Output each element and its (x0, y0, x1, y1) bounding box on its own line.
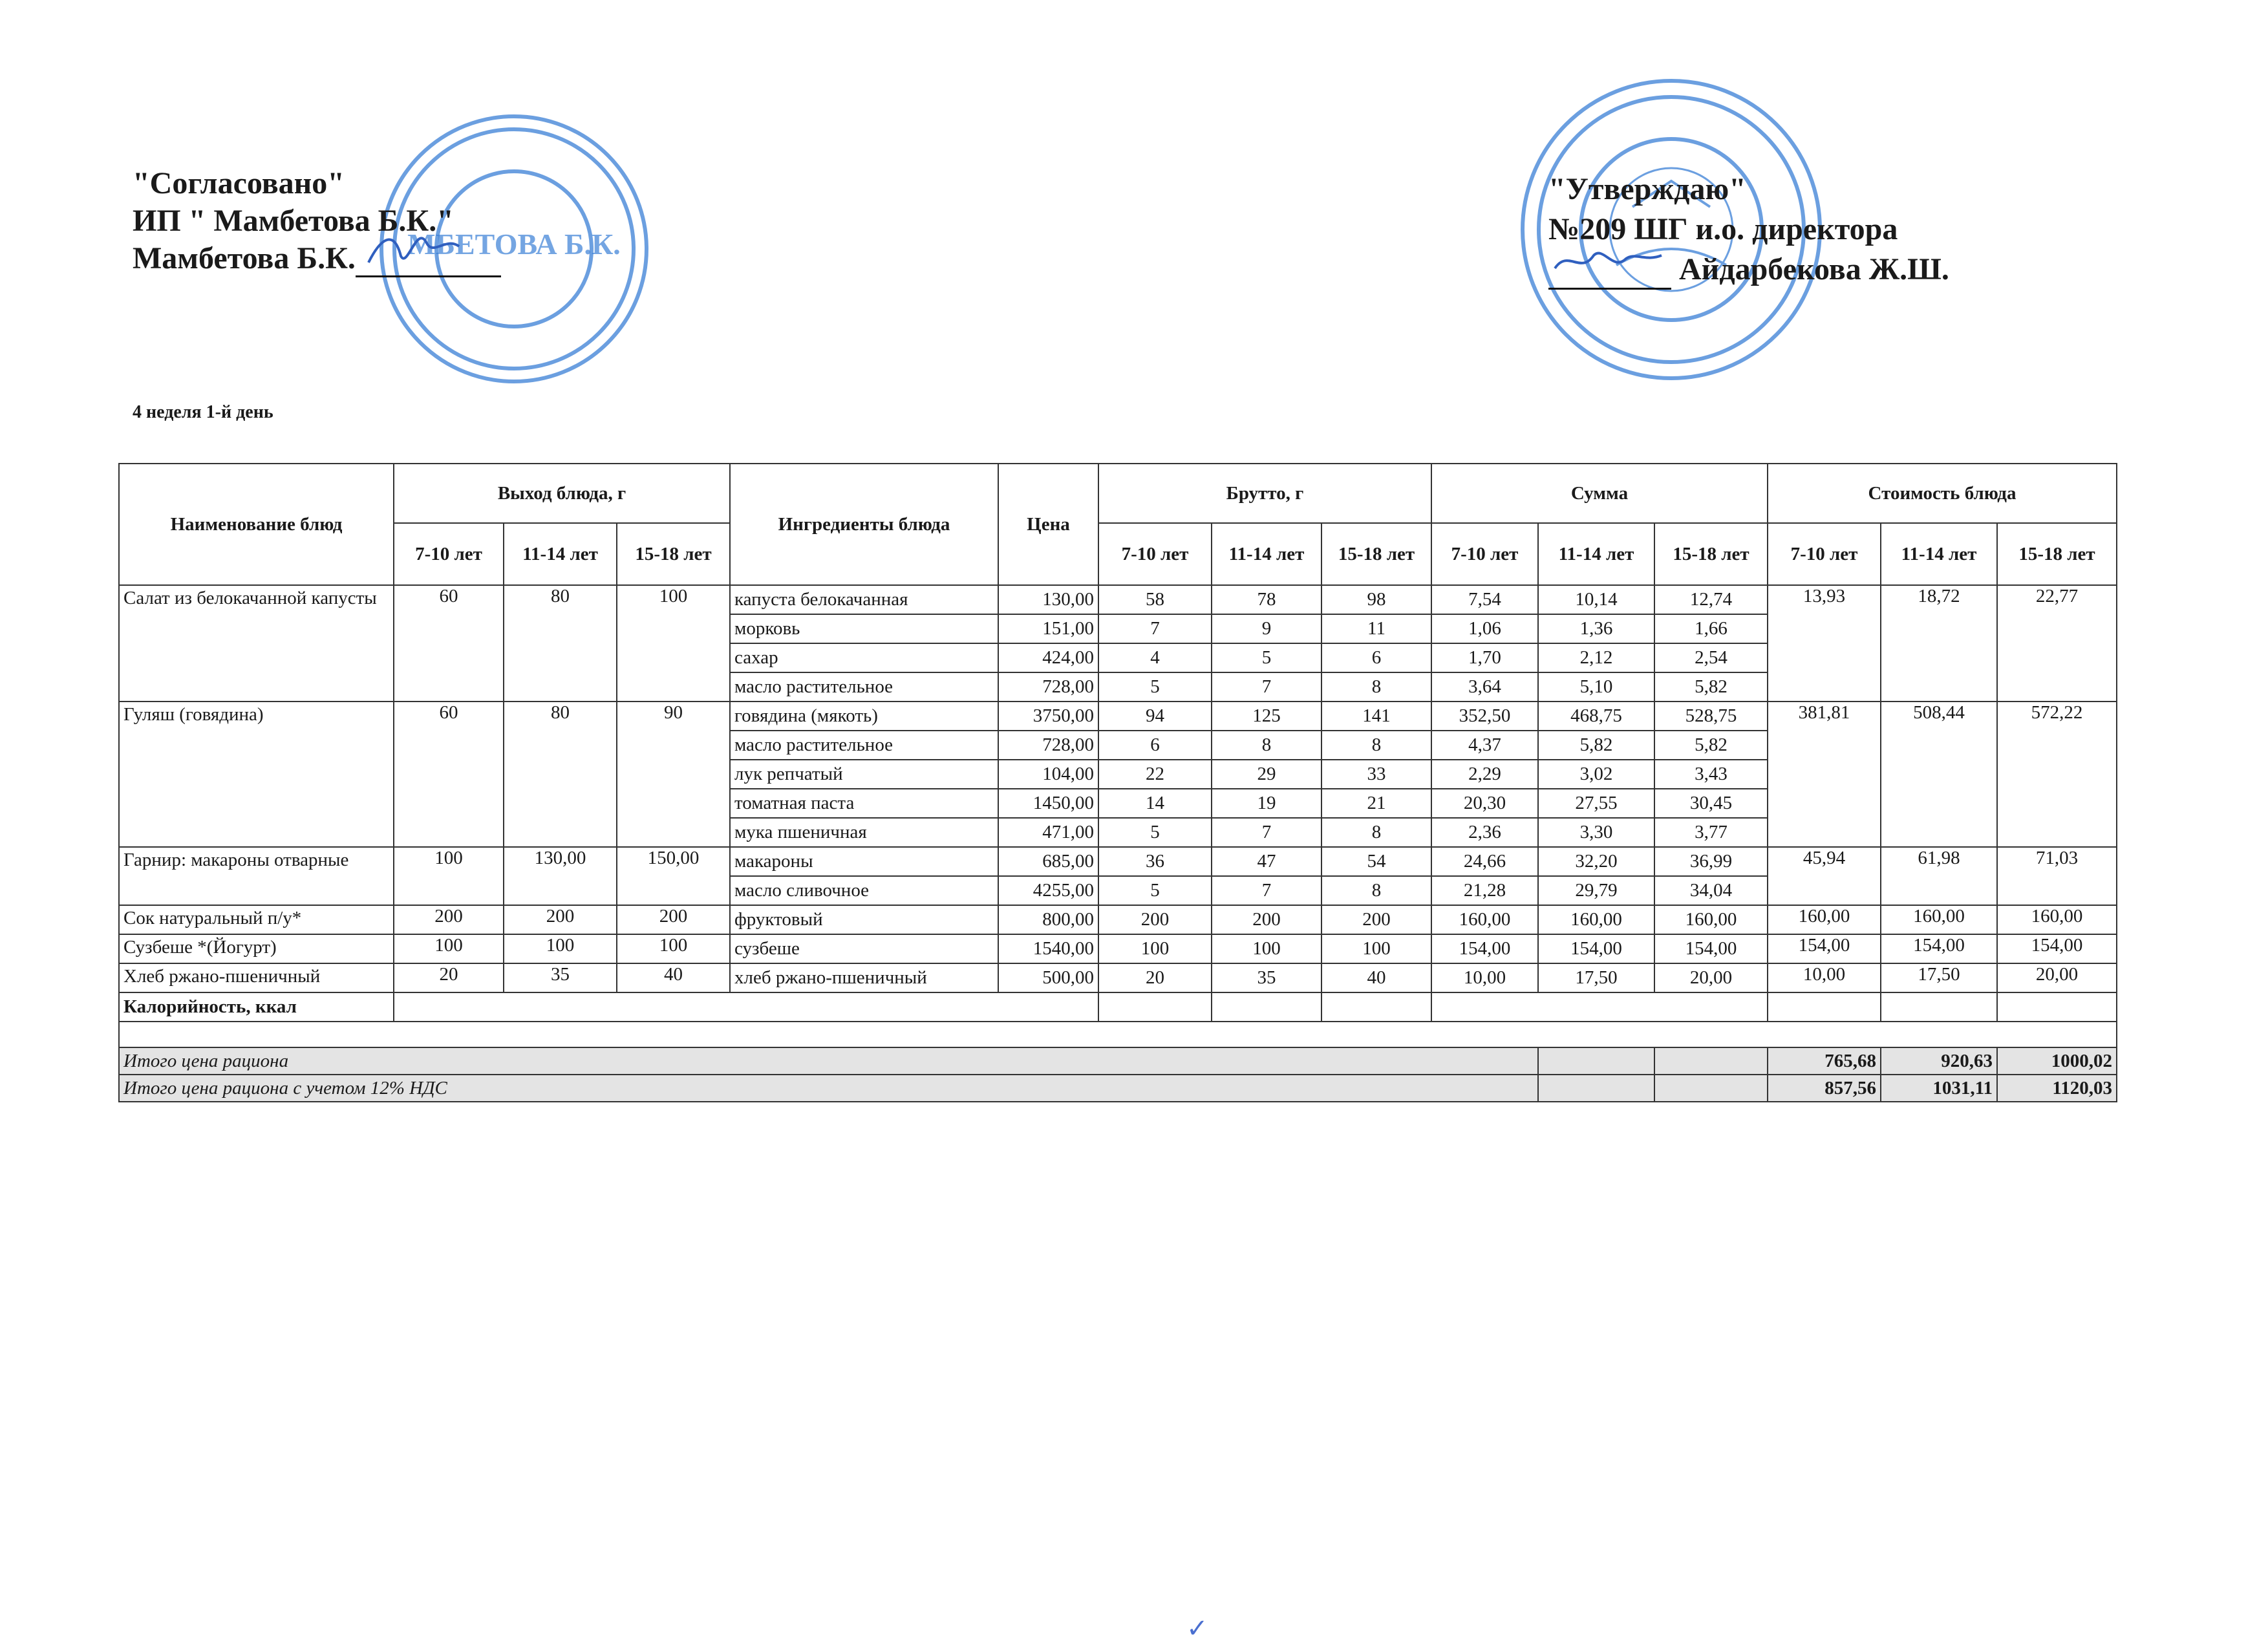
ingredient-price: 151,00 (998, 614, 1098, 643)
ingredient-gross: 58 (1098, 585, 1212, 614)
ingredient-price: 471,00 (998, 818, 1098, 847)
ingredient-gross: 54 (1321, 847, 1431, 876)
ingredient-sum: 34,04 (1654, 876, 1768, 905)
approval-left-org: ИП " Мамбетова Б.К." (133, 204, 454, 238)
approval-left-signer (133, 240, 501, 277)
dish-output: 35 (504, 963, 617, 992)
ingredient-gross: 29 (1212, 760, 1321, 789)
ingredient-sum: 3,77 (1654, 818, 1768, 847)
dish-output: 200 (504, 905, 617, 934)
ingredient-sum: 160,00 (1538, 905, 1654, 934)
ingredient-sum: 10,14 (1538, 585, 1654, 614)
ingredient-gross: 5 (1098, 818, 1212, 847)
ingredient-gross: 14 (1098, 789, 1212, 818)
signature-line-left (356, 243, 501, 277)
ingredient-sum: 1,70 (1431, 643, 1538, 672)
ingredient-sum: 24,66 (1431, 847, 1538, 876)
ingredient-sum: 352,50 (1431, 702, 1538, 731)
approval-right-block (1548, 169, 1949, 290)
ingredient-gross: 20 (1098, 963, 1212, 992)
ingredient-price: 3750,00 (998, 702, 1098, 731)
ingredient-sum: 5,10 (1538, 672, 1654, 702)
ingredient-gross: 100 (1321, 934, 1431, 963)
ingredient-sum: 1,36 (1538, 614, 1654, 643)
ingredient-price: 728,00 (998, 731, 1098, 760)
ingredient-price: 728,00 (998, 672, 1098, 702)
ingredient-sum: 2,12 (1538, 643, 1654, 672)
menu-table-body (119, 585, 2117, 1102)
dish-name: Сузбеше *(Йогурт) (119, 934, 394, 963)
ingredient-sum: 32,20 (1538, 847, 1654, 876)
ingredient-sum: 160,00 (1431, 905, 1538, 934)
approval-right-signer (1548, 250, 1949, 290)
calorie-label: Калорийность, ккал (119, 992, 394, 1022)
ingredient-price: 1540,00 (998, 934, 1098, 963)
ingredient-gross: 5 (1212, 643, 1321, 672)
ingredient-gross: 7 (1212, 818, 1321, 847)
calorie-cell (1997, 992, 2117, 1022)
dish-cost: 154,00 (1997, 934, 2117, 963)
ingredient-gross: 33 (1321, 760, 1431, 789)
table-row (119, 585, 2117, 614)
signature-line-right (1548, 255, 1671, 290)
ingredient-sum: 7,54 (1431, 585, 1538, 614)
ingredient-gross: 36 (1098, 847, 1212, 876)
dish-output: 90 (617, 702, 730, 847)
approval-left-block (133, 165, 501, 277)
approval-right-name: Айдарбекова Ж.Ш. (1679, 252, 1949, 286)
ingredient-price: 800,00 (998, 905, 1098, 934)
ingredient-sum: 30,45 (1654, 789, 1768, 818)
calorie-cell (1881, 992, 1997, 1022)
ingredient-gross: 5 (1098, 876, 1212, 905)
ingredient-gross: 98 (1321, 585, 1431, 614)
ingredient-gross: 47 (1212, 847, 1321, 876)
ingredient-sum: 2,54 (1654, 643, 1768, 672)
total-value: 857,56 (1768, 1075, 1881, 1102)
ingredient-sum: 17,50 (1538, 963, 1654, 992)
ingredient-sum: 21,28 (1431, 876, 1538, 905)
ingredient-sum: 1,06 (1431, 614, 1538, 643)
check-mark-icon: ✓ (1186, 1614, 1208, 1643)
ingredient-sum: 5,82 (1654, 731, 1768, 760)
day-label: 4 неделя 1-й день (133, 402, 273, 422)
dish-output: 60 (394, 702, 504, 847)
approval-left-name: Мамбетова Б.К. (133, 241, 356, 275)
total-empty-cell (1654, 1047, 1768, 1075)
ingredient-gross: 7 (1098, 614, 1212, 643)
ingredient-sum: 29,79 (1538, 876, 1654, 905)
header-gross: Брутто, г (1098, 464, 1431, 523)
dish-name: Гарнир: макароны отварные (119, 847, 394, 905)
total-label: Итого цена рациона (119, 1047, 1538, 1075)
ingredient-name: хлеб ржано-пшеничный (730, 963, 998, 992)
ingredient-sum: 2,29 (1431, 760, 1538, 789)
ingredient-gross: 200 (1098, 905, 1212, 934)
dish-cost: 154,00 (1768, 934, 1881, 963)
dish-cost: 13,93 (1768, 585, 1881, 702)
table-row (119, 905, 2117, 934)
ingredient-sum: 5,82 (1538, 731, 1654, 760)
dish-output: 20 (394, 963, 504, 992)
dish-output: 80 (504, 702, 617, 847)
dish-name: Хлеб ржано-пшеничный (119, 963, 394, 992)
ingredient-name: масло сливочное (730, 876, 998, 905)
ingredient-gross: 100 (1212, 934, 1321, 963)
calorie-cell (1098, 992, 1212, 1022)
header-sum-7-10: 7-10 лет (1431, 523, 1538, 585)
ingredient-gross: 9 (1212, 614, 1321, 643)
ingredient-sum: 154,00 (1538, 934, 1654, 963)
ingredient-gross: 125 (1212, 702, 1321, 731)
table-row (119, 934, 2117, 963)
ingredient-gross: 22 (1098, 760, 1212, 789)
approval-right-org: №209 ШГ и.о. директора (1548, 212, 1898, 246)
header-output-15-18: 15-18 лет (617, 523, 730, 585)
ingredient-sum: 154,00 (1654, 934, 1768, 963)
menu-cost-table (118, 463, 2117, 1102)
dish-cost: 61,98 (1881, 847, 1997, 905)
calorie-row (119, 992, 2117, 1022)
ingredient-sum: 3,02 (1538, 760, 1654, 789)
ingredient-name: лук репчатый (730, 760, 998, 789)
ingredient-sum: 3,64 (1431, 672, 1538, 702)
ingredient-sum: 10,00 (1431, 963, 1538, 992)
dish-name: Сок натуральный п/у* (119, 905, 394, 934)
ingredient-gross: 200 (1212, 905, 1321, 934)
dish-output: 100 (617, 585, 730, 702)
ingredient-name: масло растительное (730, 731, 998, 760)
calorie-cell (1321, 992, 1431, 1022)
ingredient-sum: 2,36 (1431, 818, 1538, 847)
dish-name: Гуляш (говядина) (119, 702, 394, 847)
total-empty-cell (1654, 1075, 1768, 1102)
approval-left-title: "Согласовано" (133, 166, 345, 200)
header-output-7-10: 7-10 лет (394, 523, 504, 585)
ingredient-price: 500,00 (998, 963, 1098, 992)
ingredient-gross: 11 (1321, 614, 1431, 643)
ingredient-price: 104,00 (998, 760, 1098, 789)
dish-output: 100 (504, 934, 617, 963)
ingredient-gross: 8 (1321, 672, 1431, 702)
ingredient-sum: 27,55 (1538, 789, 1654, 818)
dish-cost: 160,00 (1768, 905, 1881, 934)
header-sum-11-14: 11-14 лет (1538, 523, 1654, 585)
dish-cost: 508,44 (1881, 702, 1997, 847)
calorie-cell (1212, 992, 1321, 1022)
header-output: Выход блюда, г (394, 464, 730, 523)
dish-output: 40 (617, 963, 730, 992)
ingredient-name: сахар (730, 643, 998, 672)
table-row (119, 847, 2117, 876)
dish-cost: 10,00 (1768, 963, 1881, 992)
total-empty-cell (1538, 1075, 1654, 1102)
ingredient-gross: 40 (1321, 963, 1431, 992)
header-cost: Стоимость блюда (1768, 464, 2117, 523)
ingredient-gross: 8 (1321, 731, 1431, 760)
header-cost-15-18: 15-18 лет (1997, 523, 2117, 585)
ingredient-sum: 12,74 (1654, 585, 1768, 614)
dish-cost: 45,94 (1768, 847, 1881, 905)
dish-output: 130,00 (504, 847, 617, 905)
dish-cost: 71,03 (1997, 847, 2117, 905)
total-empty-cell (1538, 1047, 1654, 1075)
ingredient-gross: 141 (1321, 702, 1431, 731)
ingredient-gross: 21 (1321, 789, 1431, 818)
dish-name: Салат из белокачанной капусты (119, 585, 394, 702)
ingredient-gross: 6 (1098, 731, 1212, 760)
ingredient-sum: 4,37 (1431, 731, 1538, 760)
header-dish: Наименование блюд (119, 464, 394, 585)
header-cost-11-14: 11-14 лет (1881, 523, 1997, 585)
table-row (119, 702, 2117, 731)
total-value: 920,63 (1881, 1047, 1997, 1075)
ingredient-name: морковь (730, 614, 998, 643)
spacer-row (119, 1022, 2117, 1047)
ingredient-price: 424,00 (998, 643, 1098, 672)
table-row (119, 963, 2117, 992)
ingredient-price: 130,00 (998, 585, 1098, 614)
ingredient-name: томатная паста (730, 789, 998, 818)
ingredient-sum: 154,00 (1431, 934, 1538, 963)
total-value: 1000,02 (1997, 1047, 2117, 1075)
header-output-11-14: 11-14 лет (504, 523, 617, 585)
header-gross-15-18: 15-18 лет (1321, 523, 1431, 585)
header-ingredients: Ингредиенты блюда (730, 464, 998, 585)
ingredient-gross: 100 (1098, 934, 1212, 963)
dish-cost: 381,81 (1768, 702, 1881, 847)
ingredient-name: масло растительное (730, 672, 998, 702)
ingredient-name: говядина (мякоть) (730, 702, 998, 731)
calorie-cell (394, 992, 1098, 1022)
header-price: Цена (998, 464, 1098, 585)
ingredient-name: капуста белокачанная (730, 585, 998, 614)
ingredient-name: макароны (730, 847, 998, 876)
ingredient-gross: 19 (1212, 789, 1321, 818)
dish-output: 200 (394, 905, 504, 934)
ingredient-sum: 5,82 (1654, 672, 1768, 702)
dish-cost: 22,77 (1997, 585, 2117, 702)
total-value: 1031,11 (1881, 1075, 1997, 1102)
ingredient-sum: 3,43 (1654, 760, 1768, 789)
ingredient-price: 685,00 (998, 847, 1098, 876)
ingredient-sum: 160,00 (1654, 905, 1768, 934)
dish-output: 100 (394, 934, 504, 963)
svg-text:МБЕТОВА Б.К.: МБЕТОВА Б.К. (407, 228, 621, 261)
ingredient-gross: 8 (1212, 731, 1321, 760)
ingredient-sum: 528,75 (1654, 702, 1768, 731)
dish-output: 100 (617, 934, 730, 963)
ingredient-sum: 36,99 (1654, 847, 1768, 876)
total-row (119, 1047, 2117, 1075)
signature-left-icon (356, 217, 501, 275)
ingredient-gross: 78 (1212, 585, 1321, 614)
dish-cost: 160,00 (1881, 905, 1997, 934)
dish-output: 100 (394, 847, 504, 905)
ingredient-gross: 200 (1321, 905, 1431, 934)
dish-output: 60 (394, 585, 504, 702)
header-cost-7-10: 7-10 лет (1768, 523, 1881, 585)
ingredient-gross: 7 (1212, 672, 1321, 702)
spacer-cell (119, 1022, 2117, 1047)
calorie-cell (1431, 992, 1768, 1022)
dish-output: 80 (504, 585, 617, 702)
approval-right-title: "Утверждаю" (1548, 172, 1746, 206)
dish-cost: 17,50 (1881, 963, 1997, 992)
ingredient-gross: 8 (1321, 876, 1431, 905)
total-label: Итого цена рациона с учетом 12% НДС (119, 1075, 1538, 1102)
total-value: 765,68 (1768, 1047, 1881, 1075)
dish-cost: 572,22 (1997, 702, 2117, 847)
ingredient-name: сузбеше (730, 934, 998, 963)
ingredient-price: 4255,00 (998, 876, 1098, 905)
total-value: 1120,03 (1997, 1075, 2117, 1102)
dish-cost: 20,00 (1997, 963, 2117, 992)
ingredient-name: фруктовый (730, 905, 998, 934)
header-sum-15-18: 15-18 лет (1654, 523, 1768, 585)
ingredient-sum: 20,30 (1431, 789, 1538, 818)
dish-output: 150,00 (617, 847, 730, 905)
ingredient-sum: 468,75 (1538, 702, 1654, 731)
ingredient-gross: 7 (1212, 876, 1321, 905)
ingredient-gross: 94 (1098, 702, 1212, 731)
ingredient-sum: 20,00 (1654, 963, 1768, 992)
dish-cost: 154,00 (1881, 934, 1997, 963)
ingredient-gross: 35 (1212, 963, 1321, 992)
signature-right-icon (1548, 236, 1671, 288)
header-gross-11-14: 11-14 лет (1212, 523, 1321, 585)
ingredient-gross: 8 (1321, 818, 1431, 847)
ingredient-name: мука пшеничная (730, 818, 998, 847)
header-gross-7-10: 7-10 лет (1098, 523, 1212, 585)
ingredient-sum: 1,66 (1654, 614, 1768, 643)
calorie-cell (1768, 992, 1881, 1022)
ingredient-gross: 6 (1321, 643, 1431, 672)
header-sum: Сумма (1431, 464, 1768, 523)
ingredient-price: 1450,00 (998, 789, 1098, 818)
ingredient-gross: 5 (1098, 672, 1212, 702)
ingredient-gross: 4 (1098, 643, 1212, 672)
total-row (119, 1075, 2117, 1102)
dish-cost: 18,72 (1881, 585, 1997, 702)
dish-output: 200 (617, 905, 730, 934)
ingredient-sum: 3,30 (1538, 818, 1654, 847)
dish-cost: 160,00 (1997, 905, 2117, 934)
